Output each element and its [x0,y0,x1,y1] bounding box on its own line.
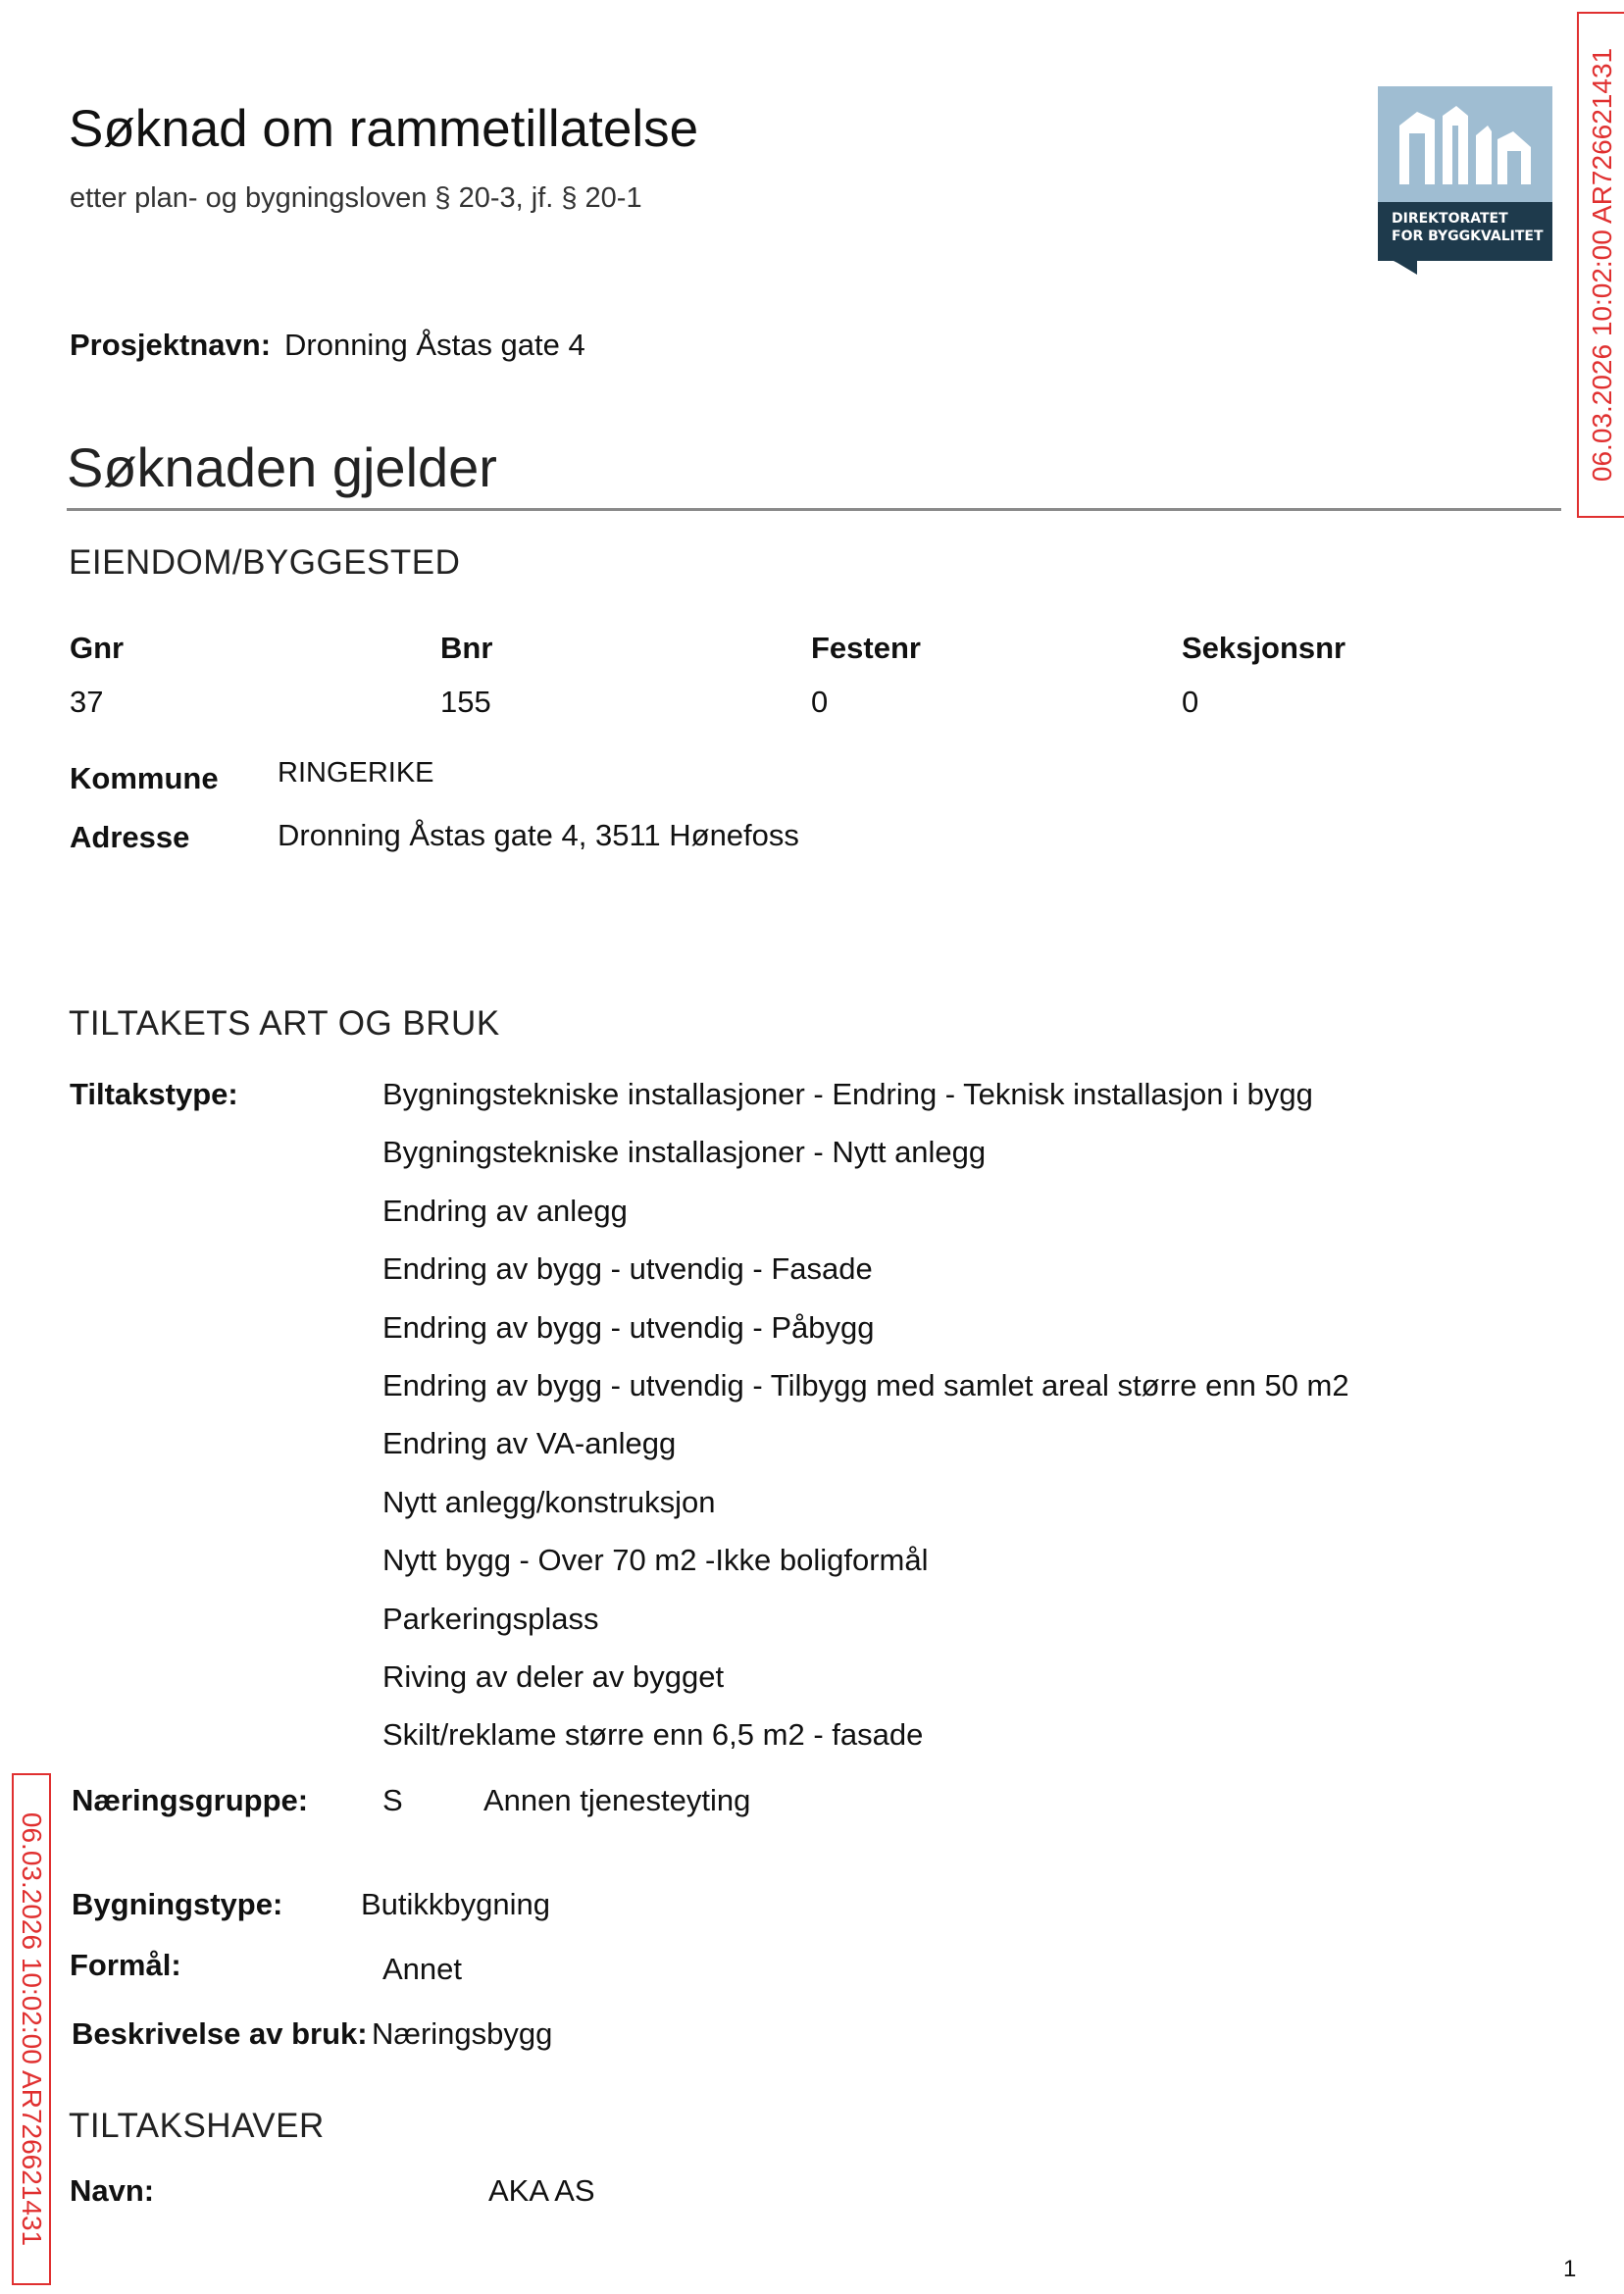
bygningstype-value: Butikkbygning [361,1887,551,1921]
beskrivelse-label: Beskrivelse av bruk: [72,2016,368,2051]
tiltakstype-list [382,1075,1349,1774]
dibk-logo-icon [1378,86,1552,275]
bygningstype-label: Bygningstype: [72,1887,283,1921]
navn-label: Navn: [70,2173,155,2208]
gnr-value: 37 [70,685,104,719]
naeringsgruppe-value: Annen tjenesteyting [483,1783,751,1817]
list-item: Endring av bygg - utvendig - Påbygg [382,1309,875,1345]
list-item: Endring av VA-anlegg [382,1426,677,1461]
adresse-value: Dronning Åstas gate 4, 3511 Hønefoss [278,818,799,852]
tiltakstype-label: Tiltakstype: [70,1077,238,1111]
stamp-text: 06.03.2026 10:02:00 AR726621431 [1587,47,1617,483]
bnr-label: Bnr [440,631,493,665]
list-item: Endring av bygg - utvendig - Tilbygg med samlet areal større enn 50 m2 [382,1367,1349,1402]
kommune-label: Kommune [70,761,219,795]
dibk-logo [1378,86,1552,275]
bnr-value: 155 [440,685,491,719]
tiltakshaver-heading: TILTAKSHAVER [69,2107,325,2145]
adresse-label: Adresse [70,820,190,854]
formal-value: Annet [382,1952,463,1986]
list-item: Skilt/reklame større enn 6,5 m2 - fasade [382,1717,924,1753]
list-item: Bygningstekniske installasjoner - Nytt anlegg [382,1135,987,1170]
receipt-stamp-left [12,1773,51,2285]
list-item: Nytt bygg - Over 70 m2 -Ikke boligformål [382,1543,929,1578]
document-title: Søknad om rammetillatelse [69,100,699,158]
stamp-text: 06.03.2026 10:02:00 AR726621431 [17,1811,47,2247]
project-name-value: Dronning Åstas gate 4 [284,328,585,362]
beskrivelse-value: Næringsbygg [372,2016,553,2051]
section-title: Søknaden gjelder [67,436,497,498]
receipt-stamp-right [1577,12,1624,518]
naeringsgruppe-label: Næringsgruppe: [72,1783,309,1817]
seksjonsnr-label: Seksjonsnr [1182,631,1346,665]
section-divider [67,508,1561,511]
seksjonsnr-value: 0 [1182,685,1199,719]
page-number: 1 [1563,2256,1577,2282]
list-item: Parkeringsplass [382,1601,599,1636]
document-subtitle: etter plan- og bygningsloven § 20-3, jf. § 20-1 [70,182,642,214]
festenr-value: 0 [811,685,829,719]
formal-label: Formål: [70,1948,181,1982]
list-item: Nytt anlegg/konstruksjon [382,1484,716,1519]
naeringsgruppe-code: S [382,1783,403,1817]
eiendom-heading: EIENDOM/BYGGESTED [69,543,461,582]
tiltak-heading: TILTAKETS ART OG BRUK [69,1004,500,1043]
list-item: Riving av deler av bygget [382,1658,725,1694]
gnr-label: Gnr [70,631,125,665]
list-item: Endring av anlegg [382,1193,628,1228]
festenr-label: Festenr [811,631,921,665]
kommune-value: RINGERIKE [278,757,434,789]
list-item: Bygningstekniske installasjoner - Endring - Teknisk installasjon i bygg [382,1077,1313,1111]
logo-text-line1: DIREKTORATET [1392,211,1508,227]
list-item: Endring av bygg - utvendig - Fasade [382,1251,873,1287]
project-name-label: Prosjektnavn: [70,328,272,362]
logo-text-line2: FOR BYGGKVALITET [1392,229,1544,244]
navn-value: AKA AS [488,2173,595,2208]
